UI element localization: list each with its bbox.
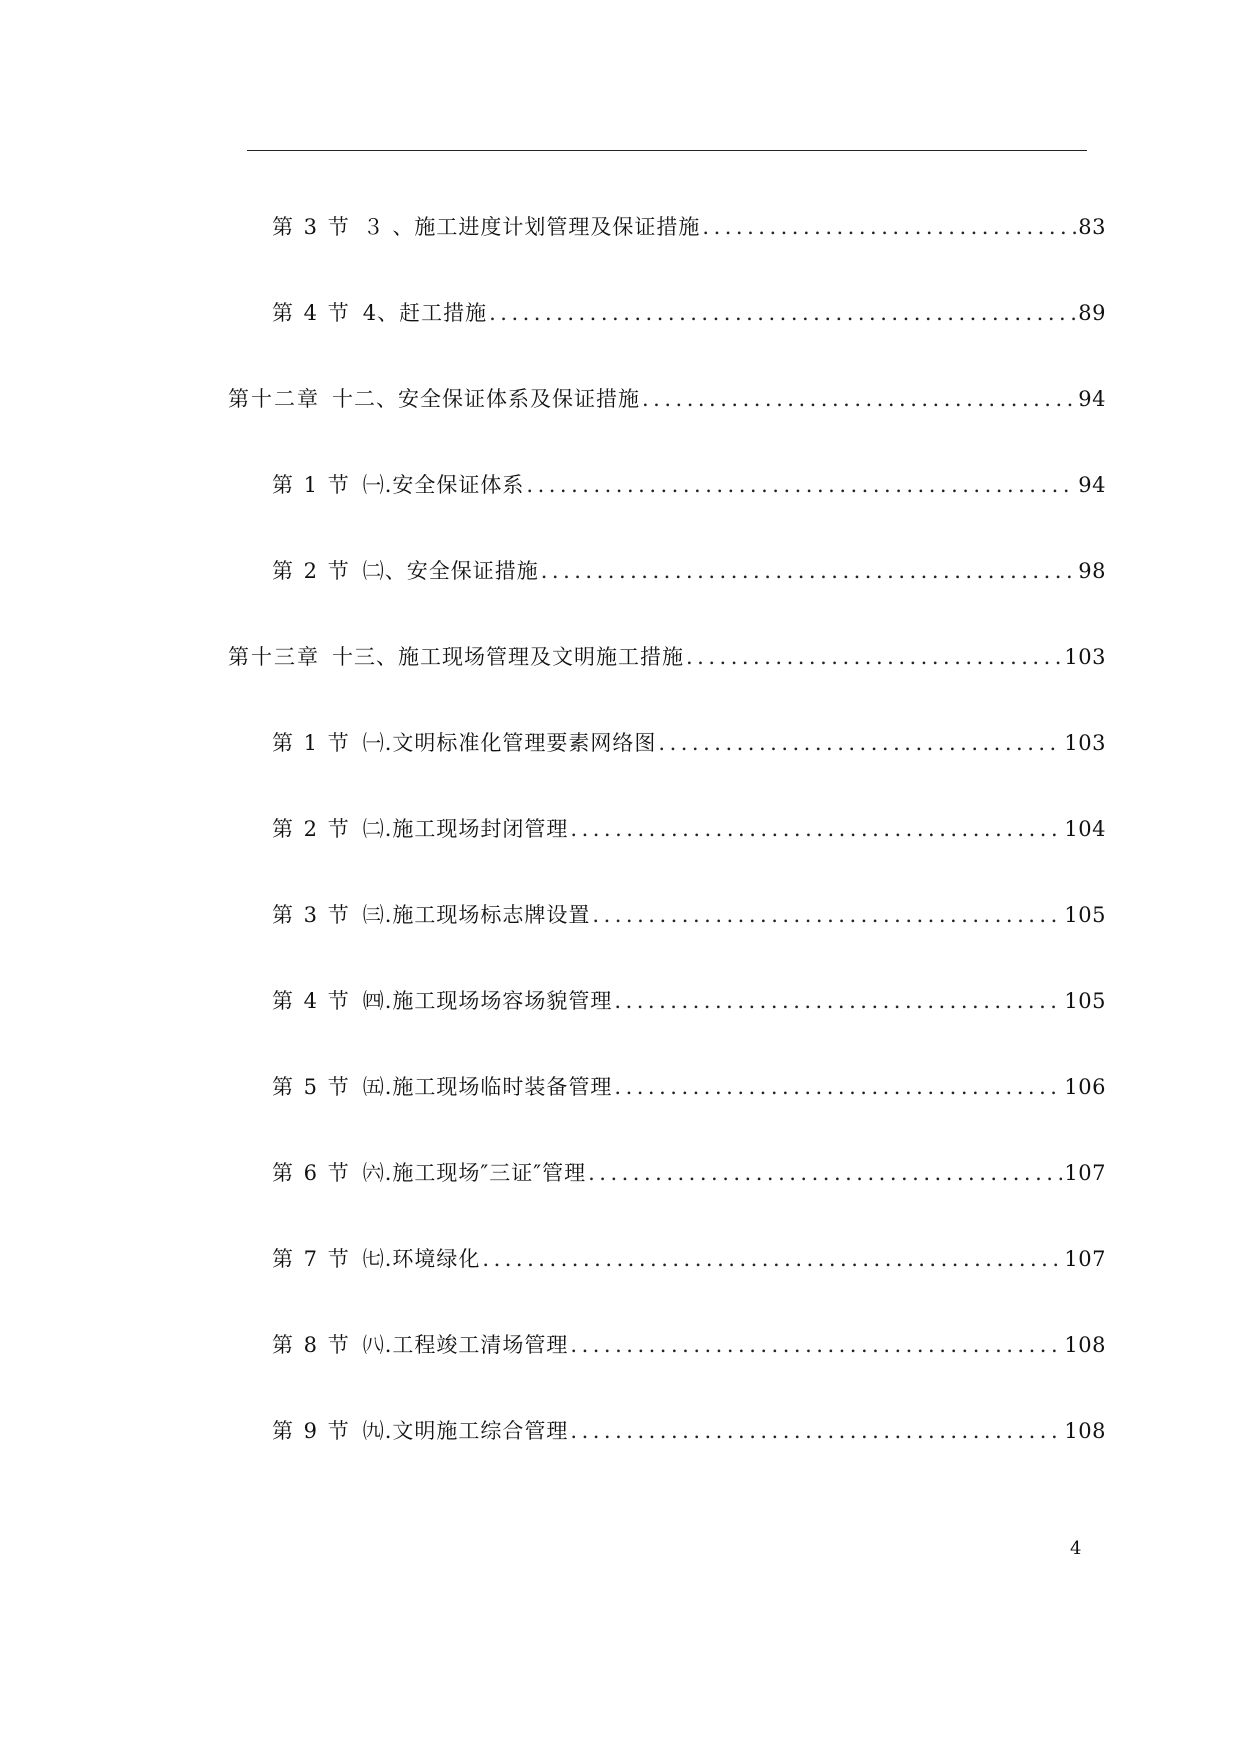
dot-leader [642,381,1076,417]
toc-entry-title: ㈨.文明施工综合管理 [362,1419,569,1443]
toc-entry-title: ３ 、施工进度计划管理及保证措施 [362,215,701,239]
toc-entry[interactable] [272,897,1106,933]
toc-entry-page: 94 [1078,473,1106,497]
toc-entry-number: 第 7 节 [272,1247,351,1271]
dot-leader [592,897,1062,933]
toc-entry-number: 第 8 节 [272,1333,351,1357]
toc-entry-title: ㈧.工程竣工清场管理 [362,1333,569,1357]
toc-entry[interactable] [272,1069,1106,1105]
toc-entry-page: 107 [1064,1247,1106,1271]
toc-entry-title: ㈠.文明标准化管理要素网络图 [362,731,657,755]
toc-entry-title: ㈢.施工现场标志牌设置 [362,903,591,927]
toc-entry[interactable] [272,209,1106,245]
toc-entry[interactable] [272,725,1106,761]
toc-entry-page: 106 [1064,1075,1106,1099]
toc-entry[interactable] [272,811,1106,847]
toc-entry[interactable] [272,1241,1106,1277]
toc-entry-title: 十三、施工现场管理及文明施工措施 [332,645,684,669]
toc-entry-page: 94 [1078,387,1106,411]
toc-entry-page: 89 [1078,301,1106,325]
toc-entry-number: 第 3 节 [272,903,351,927]
toc-entry-page: 108 [1064,1419,1106,1443]
toc-entry-page: 105 [1064,903,1106,927]
toc-entry-number: 第 4 节 [272,989,351,1013]
toc-entry[interactable] [272,295,1106,331]
toc-entry[interactable] [272,467,1106,503]
toc-entry-number: 第 2 节 [272,817,351,841]
toc-entry-chapter[interactable] [228,639,1106,675]
dot-leader [702,209,1076,245]
dot-leader [658,725,1062,761]
toc-entry-number: 第 1 节 [272,473,351,497]
toc-entry-title: ㈡.施工现场封闭管理 [362,817,569,841]
toc-entry-number: 第 4 节 [272,301,351,325]
toc-entry-page: 105 [1064,989,1106,1013]
toc-entry-page: 108 [1064,1333,1106,1357]
toc-entry-title: ㈣.施工现场场容场貌管理 [362,989,613,1013]
toc-entry[interactable] [272,1155,1106,1191]
toc-entry-page: 103 [1064,731,1106,755]
toc-entry-page: 107 [1064,1161,1106,1185]
toc-entry-page: 103 [1064,645,1106,669]
toc-entry-chapter[interactable] [228,381,1106,417]
dot-leader [570,1327,1062,1363]
toc-entry-page: 104 [1064,817,1106,841]
dot-leader [541,553,1077,589]
toc-entry-number: 第 6 节 [272,1161,351,1185]
dot-leader [570,1413,1062,1449]
toc-entry[interactable] [272,983,1106,1019]
dot-leader [614,1069,1062,1105]
page-number: 4 [1070,1538,1082,1559]
toc-entry-title: 4、赶工措施 [362,301,488,325]
dot-leader [570,811,1062,847]
dot-leader [588,1155,1062,1191]
toc-entry-number: 第 9 节 [272,1419,351,1443]
toc-entry[interactable] [272,1327,1106,1363]
dot-leader [526,467,1076,503]
toc-entry-number: 第十二章 [228,387,320,411]
toc-entry-number: 第 3 节 [272,215,351,239]
toc-entry-title: 十二、安全保证体系及保证措施 [332,387,640,411]
toc-entry-page: 98 [1078,559,1106,583]
toc-entry-title: ㈠.安全保证体系 [362,473,525,497]
toc-entry-title: ㈦.环境绿化 [362,1247,481,1271]
toc-entry-number: 第 2 节 [272,559,351,583]
toc-entry[interactable] [272,1413,1106,1449]
dot-leader [614,983,1062,1019]
toc-entry-title: ㈤.施工现场临时装备管理 [362,1075,613,1099]
toc-entry-number: 第十三章 [228,645,320,669]
dot-leader [489,295,1076,331]
toc-entry[interactable] [272,553,1106,589]
dot-leader [482,1241,1062,1277]
toc-entry-title: ㈡、安全保证措施 [362,559,539,583]
toc-entry-page: 83 [1078,215,1106,239]
toc-entry-title: ㈥.施工现场″三证″管理 [362,1161,587,1185]
dot-leader [686,639,1062,675]
toc-entry-number: 第 5 节 [272,1075,351,1099]
toc-entry-number: 第 1 节 [272,731,351,755]
